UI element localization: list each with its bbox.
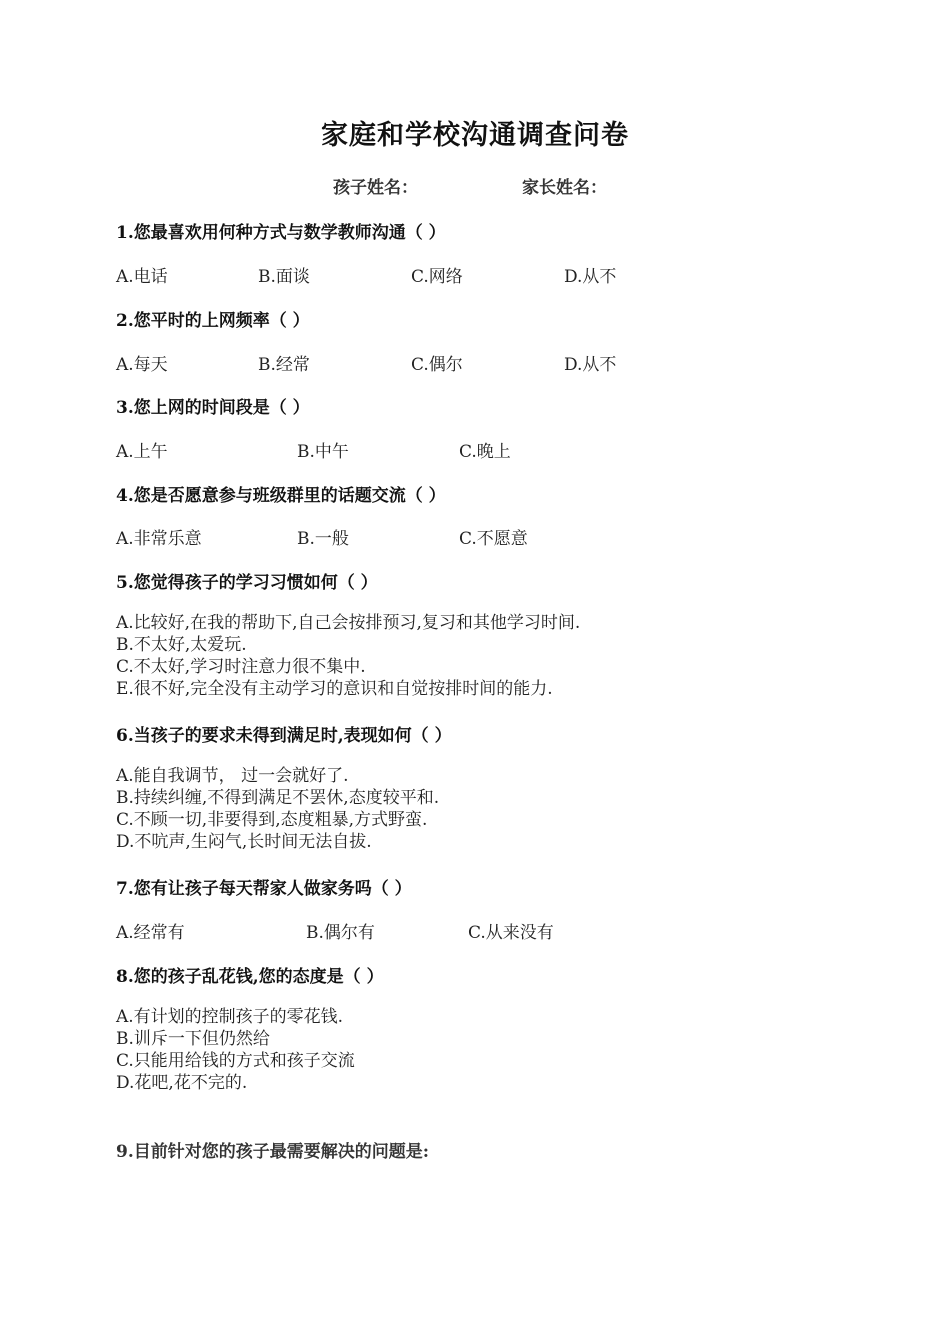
option-item: B.经常 [258, 355, 310, 375]
question-7: 7.您有让孩子每天帮家人做家务吗（ ） [116, 879, 412, 899]
question-5-options [116, 612, 580, 700]
option-item: A.比较好,在我的帮助下,自己会按排预习,复习和其他学习时间. [116, 613, 581, 633]
question-6: 6.当孩子的要求未得到满足时,表现如何（ ） [116, 726, 452, 746]
option-item: D.不吭声,生闷气,长时间无法自拔. [116, 832, 372, 852]
option-item: C.不太好,学习时注意力很不集中. [116, 657, 366, 677]
option-item: C.不顾一切,非要得到,态度粗暴,方式野蛮. [116, 810, 428, 830]
question-2: 2.您平时的上网频率（ ） [116, 311, 310, 331]
option-item: B.一般 [297, 529, 349, 549]
option-item: B.不太好,太爱玩. [116, 635, 247, 655]
option-item: A.有计划的控制孩子的零花钱. [116, 1007, 344, 1027]
option-item: A.电话 [116, 267, 168, 287]
question-7-options [116, 918, 896, 942]
option-item: A.能自我调节， 过一会就好了. [116, 766, 349, 786]
option-item: C.从来没有 [468, 923, 554, 943]
question-9: 9.目前针对您的孩子最需要解决的问题是: [116, 1142, 430, 1162]
question-3-options [116, 437, 896, 461]
question-2-options [116, 350, 896, 374]
question-5: 5.您觉得孩子的学习习惯如何（ ） [116, 573, 378, 593]
option-item: C.偶尔 [411, 355, 463, 375]
option-item: A.非常乐意 [116, 529, 202, 549]
child-name-label: 孩子姓名： [333, 178, 418, 198]
option-item: A.每天 [116, 355, 168, 375]
option-item: D.花吧,花不完的. [116, 1073, 248, 1093]
option-item: B.持续纠缠,不得到满足不罢休,态度较平和. [116, 788, 440, 808]
parent-name-label: 家长姓名： [522, 178, 607, 198]
question-4-options [116, 524, 896, 548]
option-item: D.从不 [564, 355, 617, 375]
option-item: C.不愿意 [459, 529, 528, 549]
page-title: 家庭和学校沟通调查问卷 [321, 120, 629, 151]
question-1-options [116, 262, 896, 286]
name-fields [0, 173, 950, 199]
option-item: A.上午 [116, 442, 168, 462]
option-item: B.中午 [297, 442, 349, 462]
question-8-options [116, 1006, 355, 1094]
question-4: 4.您是否愿意参与班级群里的话题交流（ ） [116, 486, 446, 506]
option-item: C.只能用给钱的方式和孩子交流 [116, 1051, 355, 1071]
option-item: B.面谈 [258, 267, 310, 287]
question-1: 1.您最喜欢用何种方式与数学教师沟通（ ） [116, 223, 446, 243]
option-item: A.经常有 [116, 923, 185, 943]
option-item: C.晚上 [459, 442, 511, 462]
question-8: 8.您的孩子乱花钱,您的态度是（ ） [116, 967, 384, 987]
option-item: E.很不好,完全没有主动学习的意识和自觉按排时间的能力. [116, 679, 553, 699]
question-6-options [116, 765, 439, 853]
option-item: C.网络 [411, 267, 463, 287]
question-3: 3.您上网的时间段是（ ） [116, 398, 310, 418]
option-item: B.偶尔有 [306, 923, 375, 943]
option-item: D.从不 [564, 267, 617, 287]
option-item: B.训斥一下但仍然给 [116, 1029, 270, 1049]
